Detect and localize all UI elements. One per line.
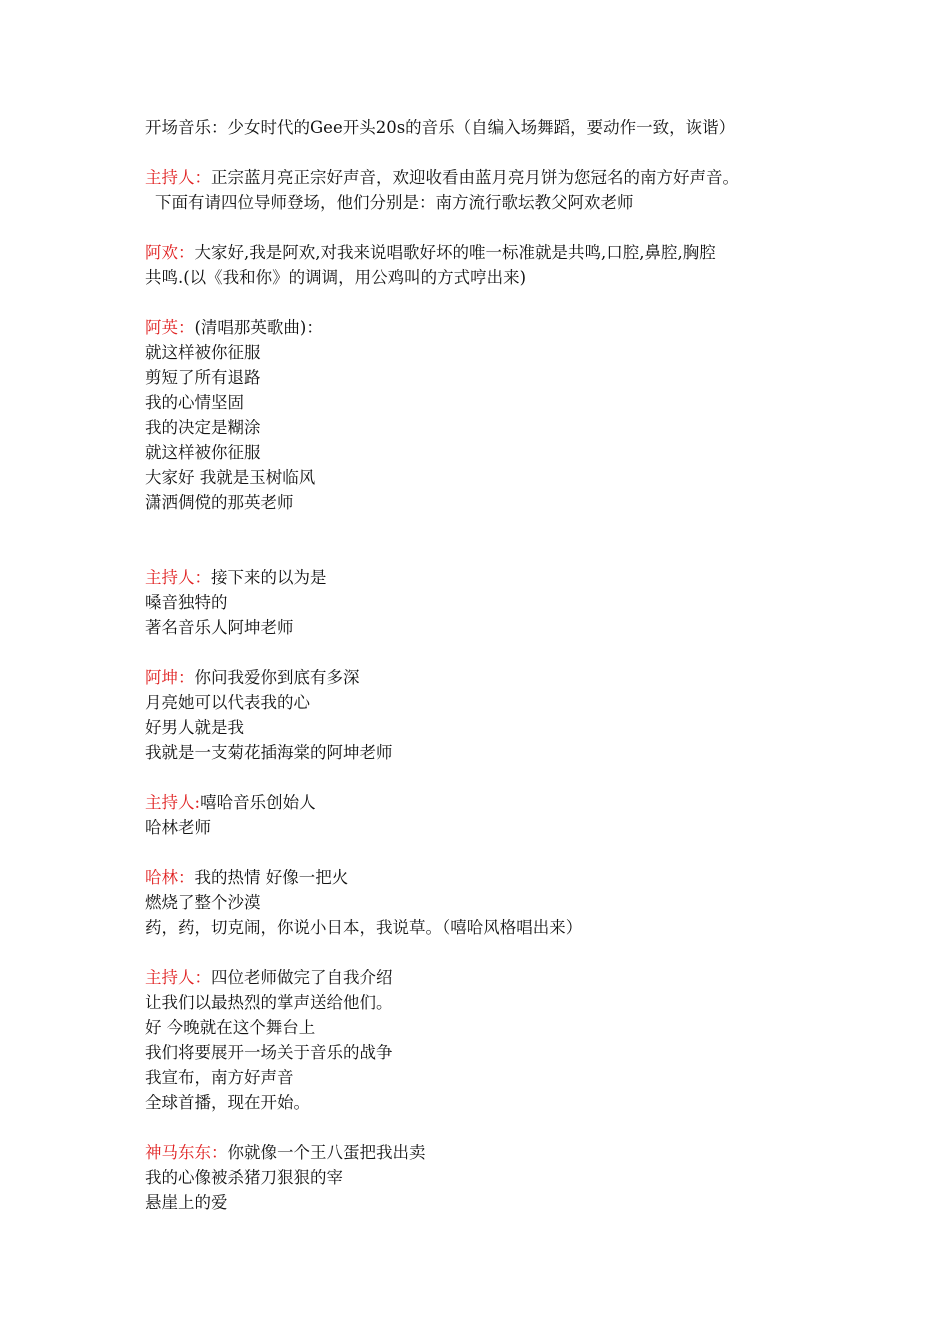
dialogue-line xyxy=(145,240,845,265)
dialogue-line: 全球首播，现在开始。 xyxy=(145,1093,310,1112)
lyric-line: 我的心情坚固 xyxy=(145,393,244,412)
dialogue-text: 四位老师做完了自我介绍 xyxy=(211,968,393,987)
lyric-line: 月亮她可以代表我的心 xyxy=(145,693,310,712)
dialogue-line: 我们将要展开一场关于音乐的战争 xyxy=(145,1043,393,1062)
dialogue-line: 共鸣.(以《我和你》的调调，用公鸡叫的方式哼出来) xyxy=(145,268,527,287)
lyric-line: 就这样被你征服 xyxy=(145,343,261,362)
lyric-line: 我的心像被杀猪刀狠狠的宰 xyxy=(145,1168,343,1187)
speaker-label: 阿坤： xyxy=(145,668,195,687)
dialogue-line: 著名音乐人阿坤老师 xyxy=(145,618,294,637)
dialogue-line: 嗓音独特的 xyxy=(145,593,228,612)
speaker-label: 哈林： xyxy=(145,868,195,887)
lyric-line: 我就是一支菊花插海棠的阿坤老师 xyxy=(145,743,393,762)
lyric-line: 燃烧了整个沙漠 xyxy=(145,893,261,912)
dialogue-line: 我宣布，南方好声音 xyxy=(145,1068,294,1087)
dialogue-text: 接下来的以为是 xyxy=(211,568,327,587)
speaker-label: 主持人： xyxy=(145,168,211,187)
lyric-line: 我的决定是糊涂 xyxy=(145,418,261,437)
dialogue-line xyxy=(145,1140,845,1165)
lyric-line: 好男人就是我 xyxy=(145,718,244,737)
speaker-label: 主持人： xyxy=(145,968,211,987)
lyric-line: 悬崖上的爱 xyxy=(145,1193,228,1212)
dialogue-text: 大家好,我是阿欢,对我来说唱歌好坏的唯一标准就是共鸣,口腔,鼻腔,胸腔 xyxy=(194,243,716,262)
dialogue-line xyxy=(145,965,845,990)
dialogue-line xyxy=(145,665,845,690)
dialogue-line: 哈林老师 xyxy=(145,818,211,837)
lyric-line: 剪短了所有退路 xyxy=(145,368,261,387)
intro-line: 开场音乐：少女时代的Gee开头20s的音乐（自编入场舞蹈，要动作一致，诙谐） xyxy=(145,118,736,137)
dialogue-line xyxy=(145,790,845,815)
dialogue-line: 让我们以最热烈的掌声送给他们。 xyxy=(145,993,393,1012)
speaker-label: 阿英： xyxy=(145,318,195,337)
lyric-line: 潇洒倜傥的那英老师 xyxy=(145,493,294,512)
dialogue-text: (清唱那英歌曲)： xyxy=(194,318,323,337)
dialogue-line: 下面有请四位导师登场，他们分别是：南方流行歌坛教父阿欢老师 xyxy=(155,193,634,212)
dialogue-text: 你问我爱你到底有多深 xyxy=(194,668,360,687)
dialogue-text: 正宗蓝月亮正宗好声音，欢迎收看由蓝月亮月饼为您冠名的南方好声音。 xyxy=(211,168,739,187)
speaker-label: 主持人： xyxy=(145,568,211,587)
dialogue-line xyxy=(145,865,845,890)
speaker-label: 神马东东： xyxy=(145,1143,228,1162)
lyric-line: 就这样被你征服 xyxy=(145,443,261,462)
speaker-label: 主持人: xyxy=(145,793,201,812)
speaker-label: 阿欢： xyxy=(145,243,195,262)
dialogue-line: 好 今晚就在这个舞台上 xyxy=(145,1018,316,1037)
script-content xyxy=(145,115,845,1215)
lyric-line: 药，药，切克闹，你说小日本，我说草。（嘻哈风格唱出来） xyxy=(145,918,583,937)
dialogue-text: 我的热情 好像一把火 xyxy=(194,868,349,887)
dialogue-text: 嘻哈音乐创始人 xyxy=(200,793,316,812)
dialogue-line xyxy=(145,315,845,340)
dialogue-line xyxy=(145,165,845,190)
lyric-line: 大家好 我就是玉树临风 xyxy=(145,468,316,487)
dialogue-text: 你就像一个王八蛋把我出卖 xyxy=(227,1143,426,1162)
dialogue-line xyxy=(145,565,845,590)
